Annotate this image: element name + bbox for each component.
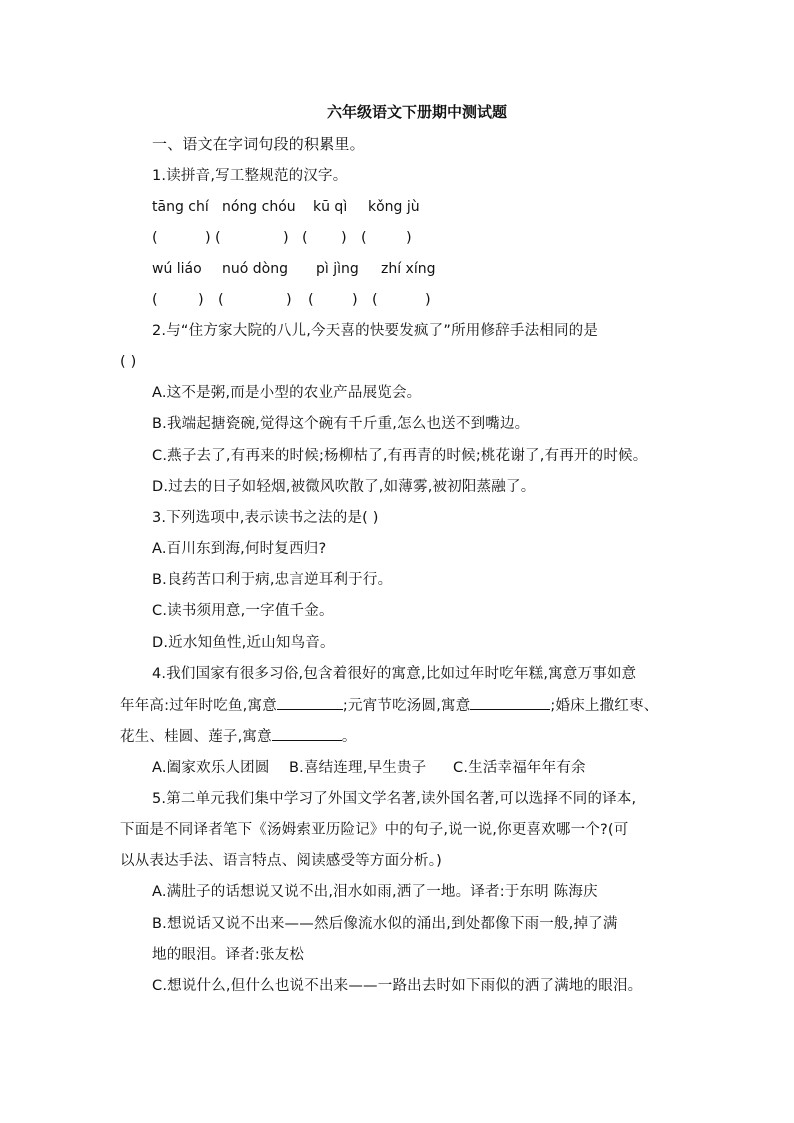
answer-paren-close: ) xyxy=(425,292,431,308)
question-5-line-1: 5.第二单元我们集中学习了外国文学名著,读外国名著,可以选择不同的译本, xyxy=(152,791,637,807)
fill-blank[interactable] xyxy=(470,695,550,710)
pinyin-item: kǒng jù xyxy=(368,199,420,215)
question-3-option-b: B.良药苦口利于病,忠言逆耳利于行。 xyxy=(152,572,393,588)
question-5-option-b-line-1: B.想说话又说不出来——然后像流水似的涌出,到处都像下雨一般,掉了满 xyxy=(152,916,618,932)
question-4-text: 。 xyxy=(341,729,357,745)
question-5-option-b-line-2: 地的眼泪。译者:张友松 xyxy=(152,947,305,963)
answer-paren-close: ) xyxy=(286,292,292,308)
answer-paren-open: ( xyxy=(218,292,224,308)
question-2-option-b: B.我端起搪瓷碗,觉得这个碗有千斤重,怎么也送不到嘴边。 xyxy=(152,416,530,432)
pinyin-item: nuó dòng xyxy=(222,261,288,277)
question-3-stem: 3.下列选项中,表示读书之法的是( ) xyxy=(152,510,379,526)
answer-paren-close: ) xyxy=(205,230,211,246)
question-2-answer-paren: ( ) xyxy=(120,354,137,370)
section-heading: 一、语文在字词句段的积累里。 xyxy=(152,135,365,153)
question-4-line-3 xyxy=(120,726,357,747)
question-2-stem: 2.与“住方家大院的八儿,今天喜的快要发疯了”所用修辞手法相同的是 xyxy=(152,323,599,339)
pinyin-item: nóng chóu xyxy=(222,199,296,215)
question-5-line-2: 下面是不同译者笔下《汤姆索亚历险记》中的句子,说一说,你更喜欢哪一个?(可 xyxy=(120,822,629,838)
answer-paren-open: ( xyxy=(361,230,367,246)
fill-blank[interactable] xyxy=(272,726,342,741)
question-4-option-b: B.喜结连理,早生贵子 xyxy=(289,760,427,776)
question-3-option-a: A.百川东到海,何时复西归? xyxy=(152,541,327,557)
answer-paren-open: ( xyxy=(372,292,378,308)
pinyin-item: wú liáo xyxy=(152,261,202,277)
question-4-line-1: 4.我们国家有很多习俗,包含着很好的寓意,比如过年时吃年糕,寓意万事如意 xyxy=(152,666,637,682)
answer-paren-open: ( xyxy=(152,230,158,246)
question-4-text: 花生、桂圆、莲子,寓意 xyxy=(120,729,272,745)
answer-paren-close: ) xyxy=(283,230,289,246)
answer-paren-open: ( xyxy=(215,230,221,246)
question-4-text: ;婚床上撒红枣、 xyxy=(550,698,659,714)
answer-paren-open: ( xyxy=(302,230,308,246)
question-5-line-3: 以从表达手法、语言特点、阅读感受等方面分析。) xyxy=(120,853,443,869)
answer-paren-close: ) xyxy=(406,230,412,246)
answer-paren-open: ( xyxy=(308,292,314,308)
question-3-option-d: D.近水知鱼性,近山知鸟音。 xyxy=(152,635,335,651)
question-5-option-c: C.想说什么,但什么也说不出来——一路出去时如下雨似的洒了满地的眼泪。 xyxy=(152,978,643,994)
question-2-option-d: D.过去的日子如轻烟,被微风吹散了,如薄雾,被初阳蒸融了。 xyxy=(152,479,536,495)
answer-paren-close: ) xyxy=(352,292,358,308)
answer-paren-open: ( xyxy=(152,292,158,308)
question-4-text: 年年高:过年时吃鱼,寓意 xyxy=(120,698,277,714)
question-2-option-c: C.燕子去了,有再来的时候;杨柳枯了,有再青的时候;桃花谢了,有再开的时候。 xyxy=(152,448,648,464)
page-title: 六年级语文下册期中测试题 xyxy=(326,103,507,121)
fill-blank[interactable] xyxy=(277,695,343,710)
question-4-line-2 xyxy=(120,695,658,716)
question-3-option-c: C.读书须用意,一字值千金。 xyxy=(152,603,334,619)
pinyin-item: pì jìng xyxy=(316,261,359,277)
answer-paren-close: ) xyxy=(341,230,347,246)
pinyin-item: tāng chí xyxy=(152,199,209,215)
question-2-option-a: A.这不是粥,而是小型的农业产品展览会。 xyxy=(152,385,422,401)
question-1-stem: 1.读拼音,写工整规范的汉字。 xyxy=(152,168,348,184)
pinyin-item: zhí xíng xyxy=(381,261,436,277)
question-4-text: ;元宵节吃汤圆,寓意 xyxy=(342,698,471,714)
question-4-option-c: C.生活幸福年年有余 xyxy=(453,760,586,776)
question-5-option-a: A.满肚子的话想说又说不出,泪水如雨,洒了一地。译者:于东明 陈海庆 xyxy=(152,884,598,900)
pinyin-item: kū qì xyxy=(313,199,348,215)
question-4-option-a: A.阖家欢乐人团圆 xyxy=(152,760,270,776)
answer-paren-close: ) xyxy=(198,292,204,308)
